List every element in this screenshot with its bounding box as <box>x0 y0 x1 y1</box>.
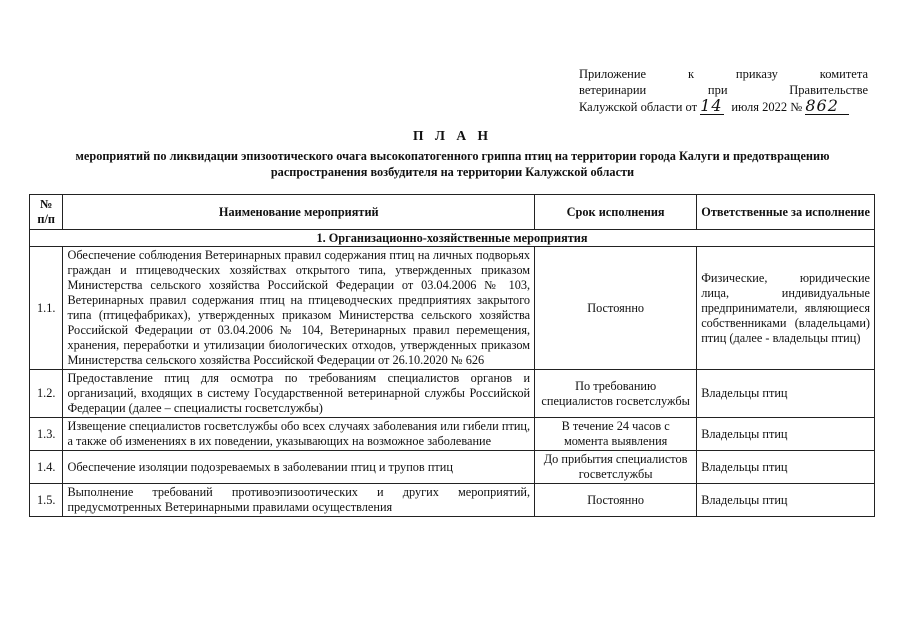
appendix-line-3-mid: июля 2022 № <box>731 100 803 114</box>
row-term: Постоянно <box>535 484 697 517</box>
row-responsible: Владельцы птиц <box>697 370 875 418</box>
page-bottom-margin <box>0 588 905 639</box>
table-row <box>30 247 875 370</box>
row-name: Обеспечение соблюдения Ветеринарных правил содержания птиц на личных подворьях граждан и птицеводческих хозяйствах открытого типа, утвержденных приказом Министерства сельского хозяйства Российской Федерации от 03.04.2006 № 103, Ветеринарных правил содержания птиц на птицеводческих предприятиях закрытого типа (птицефабриках), утвержденных приказом Министерства сельского хозяйства Российской Федерации от 03.04.2006 № 104, Ветеринарных правил перемещения, хранения, переработки и утилизации биологических отходов, утвержденных приказом Министерства сельского хозяйства Российской Федерации от 26.10.2020 № 626 <box>63 247 535 370</box>
row-responsible: Владельцы птиц <box>697 451 875 484</box>
row-num: 1.2. <box>30 370 63 418</box>
row-name: Выполнение требований противоэпизоотических и других мероприятий, предусмотренных Ветеринарными правилами осуществления <box>63 484 535 517</box>
row-responsible: Владельцы птиц <box>697 418 875 451</box>
header-num: № п/п <box>30 195 63 230</box>
row-term: В течение 24 часов с момента выявления <box>535 418 697 451</box>
section-title: 1. Организационно-хозяйственные мероприятия <box>30 230 875 247</box>
row-term: До прибытия специалистов госветслужбы <box>535 451 697 484</box>
row-num: 1.5. <box>30 484 63 517</box>
table-row <box>30 370 875 418</box>
header-term: Срок исполнения <box>535 195 697 230</box>
table-row <box>30 484 875 517</box>
appendix-line-1: Приложение к приказу комитета <box>579 67 868 81</box>
appendix-line-3 <box>579 98 868 114</box>
row-num: 1.1. <box>30 247 63 370</box>
header-responsible: Ответственные за исполнение <box>697 195 875 230</box>
table-row <box>30 451 875 484</box>
document-title: П Л А Н <box>413 128 492 143</box>
appendix-line-3-prefix: Калужской области от <box>579 100 698 114</box>
row-name: Извещение специалистов госветслужбы обо всех случаях заболевания или гибели птиц, а также об изменениях в их поведении, указывающих на возможное заболевание <box>63 418 535 451</box>
plan-table <box>29 194 875 517</box>
row-num: 1.3. <box>30 418 63 451</box>
row-num: 1.4. <box>30 451 63 484</box>
header-name: Наименование мероприятий <box>63 195 535 230</box>
row-term: Постоянно <box>535 247 697 370</box>
row-responsible: Физические, юридические лица, индивидуальные предприниматели, являющиеся собственниками (владельцами) птиц (далее - владельцы птиц) <box>697 247 875 370</box>
handwritten-date-day: 14 <box>700 96 723 115</box>
appendix-line-2: ветеринарии при Правительстве <box>579 83 868 97</box>
handwritten-order-number: 862 <box>805 98 849 115</box>
table-row <box>30 418 875 451</box>
row-responsible: Владельцы птиц <box>697 484 875 517</box>
row-name: Предоставление птиц для осмотра по требованиям специалистов органов и организаций, входящих в систему Государственной ветеринарной службы Российской Федерации (далее – специалисты госветслужбы) <box>63 370 535 418</box>
appendix-header <box>579 66 868 114</box>
section-row <box>30 230 875 247</box>
table-header-row <box>30 195 875 230</box>
row-name: Обеспечение изоляции подозреваемых в заболевании птиц и трупов птиц <box>63 451 535 484</box>
document-subtitle: мероприятий по ликвидации эпизоотического очага высокопатогенного гриппа птиц на территории города Калуги и предотвращению распространения возбудителя на территории Калужской области <box>75 149 830 179</box>
row-term: По требованию специалистов госветслужбы <box>535 370 697 418</box>
